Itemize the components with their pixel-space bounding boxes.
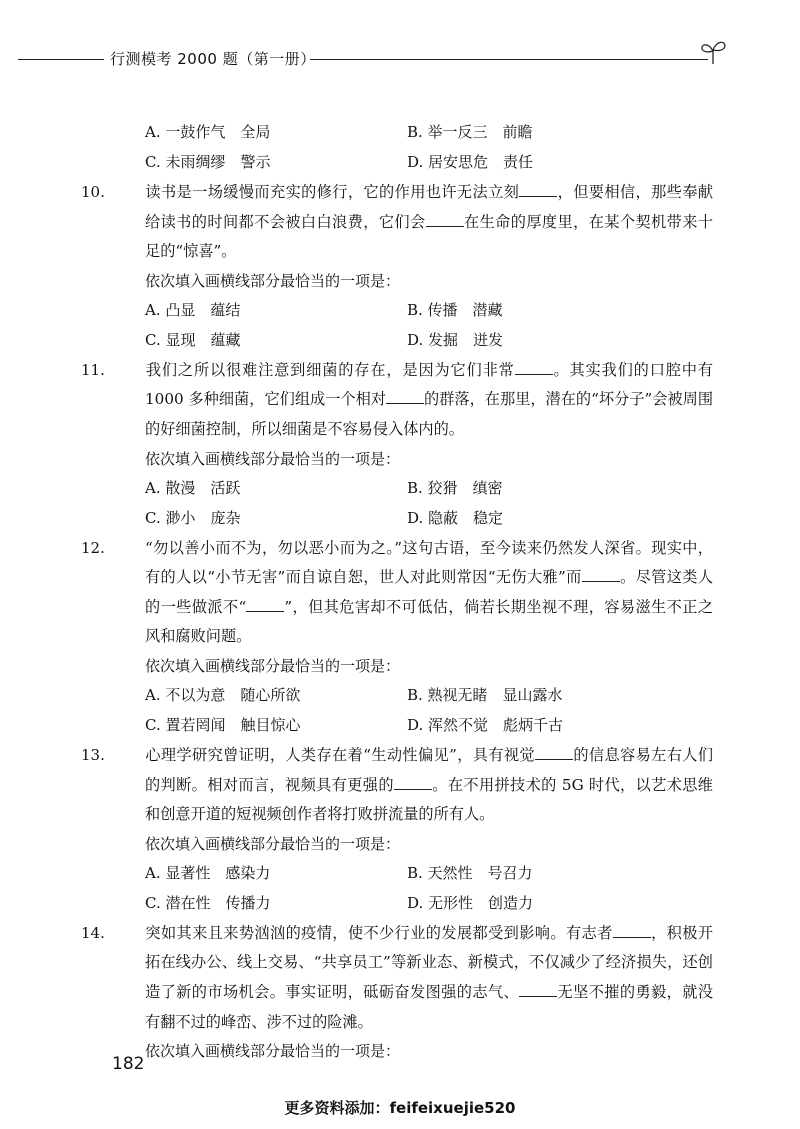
question-stem: 13. 心理学研究曾证明，人类存在着“生动性偏见”，具有视觉 的信息容易左右人们的判断。相对而言，视频具有更强的 。在不用拼技术的 5G 时代，以艺术思维和创意开道的短视频创作者将打败拼流量的所有人。 [113,741,713,830]
question-number: 12. [81,538,105,557]
footer-note: 更多资料添加：feifeixuejie520 [284,1099,516,1117]
option-b: B. 传播 潜藏 [407,300,503,319]
option-a: A. 凸显 蕴结 [145,300,241,319]
sprout-icon [698,38,728,66]
prev-options [113,118,713,176]
fill-blank [582,567,620,582]
option-c: C. 潜在性 传播力 [145,893,271,912]
question-number: 13. [81,745,105,764]
fill-blank [519,982,557,997]
header-rule-right [310,59,708,60]
answer-options [113,296,713,354]
option-a: A. 显著性 感染力 [145,863,271,882]
option-c: C. 显现 蕴藏 [145,330,241,349]
fill-blank [515,360,553,375]
fill-blank [386,389,424,404]
answer-options [113,474,713,532]
answer-options [113,681,713,739]
option-d: D. 无形性 创造力 [407,893,534,912]
fill-blank [613,923,651,938]
question-stem: 11. 我们之所以很难注意到细菌的存在，是因为它们非常 。其实我们的口腔中有 1000 多种细菌，它们组成一个相对 的群落，在那里，潜在的“坏分子”会被周围的好细菌控制，所以细菌是不容易侵入体内的。 [113,356,713,445]
option-a: A. 一鼓作气 全局 [145,123,271,141]
option-b: B. 狡猾 缜密 [407,478,503,497]
question-number: 11. [81,360,105,379]
option-a: A. 散漫 活跃 [145,478,241,497]
question-stem: 14. 突如其来且来势汹汹的疫情，使不少行业的发展都受到影响。有志者 ，积极开拓在线办公、线上交易、“共享员工”等新业态、新模式，不仅减少了经济损失，还创造了新的市场机会。事实证明，砥砺奋发图强的志气、 无坚不摧的勇毅，就没有翻不过的峰峦、涉不过的险滩。 [113,919,713,1037]
option-d: D. 发掘 迸发 [407,330,504,349]
fill-blank [394,775,432,790]
option-c: C. 渺小 庞杂 [145,508,241,527]
page-number: 182 [112,1054,145,1074]
question-stem: 10. 读书是一场缓慢而充实的修行，它的作用也许无法立刻 ，但要相信，那些奉献给读书的时间都不会被白白浪费，它们会 在生命的厚度里，在某个契机带来十足的“惊喜”。 [113,178,713,267]
fill-blank [246,597,284,612]
option-c: C. 置若罔闻 触目惊心 [145,715,301,734]
question-prompt: 依次填入画横线部分最恰当的一项是： [145,1042,401,1061]
option-b: B. 熟视无睹 显山露水 [407,685,563,704]
question-number: 10. [81,183,105,201]
option-a: A. 不以为意 随心所欲 [145,685,301,704]
question-stem: 12. “勿以善小而不为，勿以恶小而为之。”这句古语，至今读来仍然发人深省。现实中，有的人以“小节无害”而自谅自恕，世人对此则常因“无伤大雅”而 。尽管这类人的一些做派不“ ”，但其危害却不可低估，倘若长期坐视不理，容易滋生不正之风和腐败问题。 [113,534,713,652]
option-c: C. 未雨绸缪 警示 [145,153,271,171]
option-d: D. 隐蔽 稳定 [407,508,504,527]
book-title: 行测模考 2000 题（第一册） [110,50,316,68]
fill-blank [519,182,557,197]
question-number: 14. [81,923,105,942]
answer-options [113,859,713,917]
running-header [18,44,718,74]
question-11 [81,356,714,532]
option-d: D. 浑然不觉 彪炳千古 [407,715,564,734]
question-prompt: 依次填入画横线部分最恰当的一项是： [145,656,401,675]
question-10 [81,178,714,354]
header-rule-left [18,59,104,60]
question-content [81,118,714,1066]
question-13 [81,741,714,917]
question-prompt: 依次填入画横线部分最恰当的一项是： [145,449,401,468]
option-b: B. 天然性 号召力 [407,863,533,882]
option-d: D. 居安思危 责任 [407,153,534,171]
fill-blank [535,745,573,760]
question-12 [81,534,714,739]
option-b: B. 举一反三 前瞻 [407,123,533,141]
question-prompt: 依次填入画横线部分最恰当的一项是： [145,834,401,853]
question-14 [81,919,714,1066]
fill-blank [426,212,464,227]
question-prompt: 依次填入画横线部分最恰当的一项是： [145,271,401,290]
